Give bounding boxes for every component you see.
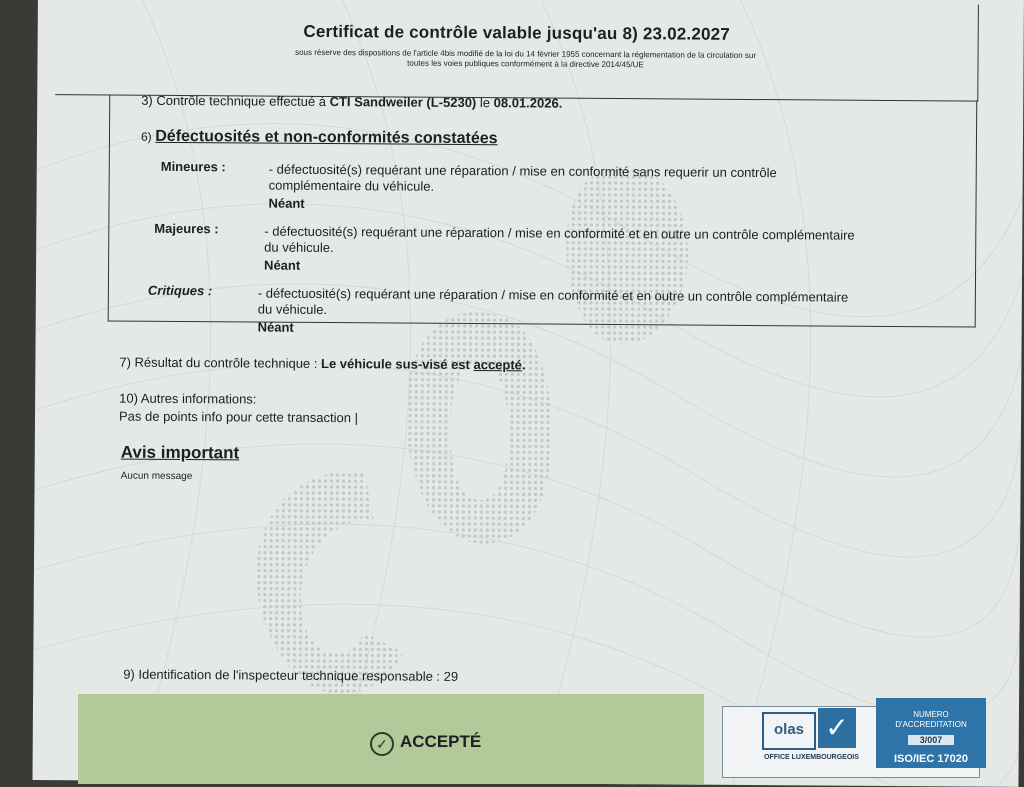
accepted-label: ACCEPTÉ [400,732,482,751]
avis-heading: Avis important [120,442,240,463]
critiques-label: Critiques : [147,282,213,299]
subtitle-line-2: toutes les voies publiques conformément à la directive 2014/45/UE [407,58,644,70]
majeures-line-1: - défectuosité(s) requérant une réparation / mise en conformité et en outre un contrôle complémentaire [264,223,855,243]
accred-number: 3/007 [908,735,955,745]
inspection-center: CTI Sandweiler (L-5230) [329,94,477,111]
inspector-id: 9) Identification de l'inspecteur technique responsable : 29 [123,666,459,684]
result-text: Le véhicule sus-visé est [320,355,470,373]
other-info-heading: 10) Autres informations: [119,390,257,407]
accreditation-box [876,698,986,768]
result-row [119,355,525,373]
defects-heading-row [141,128,498,148]
other-info-text: Pas de points info pour cette transaction | [118,408,359,426]
inspection-date: 08.01.2026. [493,95,563,111]
critiques-line-1: - défectuosité(s) requérant une réparation / mise en conformité et en outre un contrôle complémentaire [257,285,849,305]
majeures-label: Majeures : [154,220,219,237]
mineures-line-2: complémentaire du véhicule. [268,177,435,194]
defects-heading: Défectuosités et non-conformités constatées [155,127,498,148]
accred-label-1: NUMERO [913,710,949,719]
inspection-location [141,93,562,111]
accred-iso: ISO/IEC 17020 [894,753,968,765]
certificate-title: Certificat de contrôle valable jusqu'au 8) 23.02.2027 [303,21,731,44]
avis-message: Aucun message [120,470,193,483]
olas-check-icon: ✓ [818,708,856,748]
critiques-value: Néant [257,319,294,335]
mineures-value: Néant [268,195,305,211]
certificate-subtitle [175,47,875,72]
subtitle-line-1: sous réserve des dispositions de l'article 4bis modifié de la loi du 14 février 1955 concernant la réglementation de la circulation sur [295,47,757,61]
inspection-prefix: 3) Contrôle technique effectué à [141,92,327,110]
olas-office: OFFICE LUXEMBOURGEOIS [764,754,859,761]
result-prefix: 7) Résultat du contrôle technique : [119,354,318,371]
defects-number: 6) [140,129,152,144]
majeures-line-2: du véhicule. [264,239,334,256]
olas-logo: olas [762,712,816,750]
certificate-page [32,0,1023,787]
mineures-label: Mineures : [160,158,226,175]
result-suffix: . [521,357,526,373]
header-box [55,0,979,102]
inspection-le: le [479,95,491,111]
critiques-line-2: du véhicule. [257,301,328,318]
majeures-value: Néant [264,257,301,273]
mineures-line-1: - défectuosité(s) requérant une réparation / mise en conformité sans requerir un contrôle [268,161,777,181]
result-word: accepté [473,357,522,373]
accred-label-2: D'ACCREDITATION [895,720,967,729]
check-circle-icon: ✓ [370,732,394,756]
